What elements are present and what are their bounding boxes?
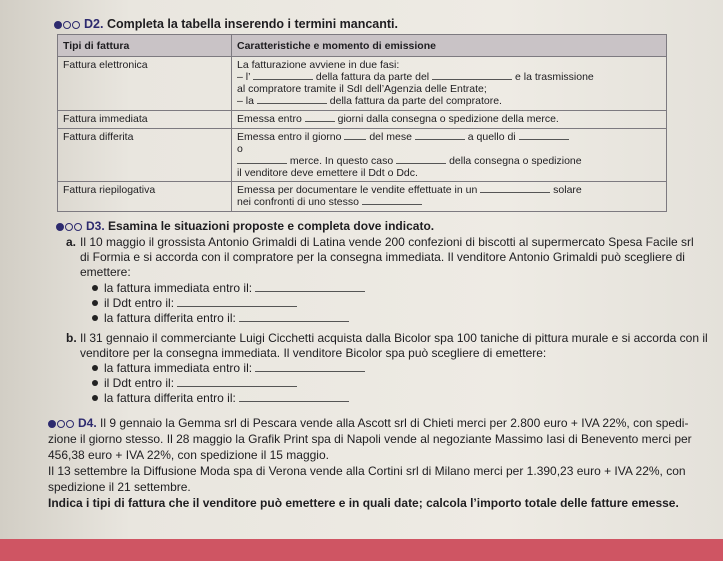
description-cell: [232, 57, 667, 111]
header-characteristics: Caratteristiche e momento di emissione: [232, 35, 667, 57]
fill-blank[interactable]: [177, 386, 297, 387]
text-line: Il 13 settembre la Diffusione Moda spa di Verona vende alla Cortini srl di Milano merci per 1.390,23 euro + IVA 22%, con: [48, 464, 686, 478]
text-line: 456,38 euro + IVA 22%, con spedizione il 15 maggio.: [48, 448, 329, 462]
list-item: il Ddt entro il:: [104, 296, 297, 310]
exercise-title: Completa la tabella inserendo i termini mancanti.: [106, 17, 398, 31]
difficulty-dots-icon: [48, 417, 75, 432]
fill-blank[interactable]: [396, 163, 446, 164]
exercise-number: D2.: [84, 17, 104, 31]
item-label-a: a.: [66, 235, 77, 249]
description-cell: Emessa entro giorni dalla consegna o spedizione della merce.: [232, 111, 667, 129]
text-line: Emessa entro il giorno del mese a quello di: [237, 131, 661, 143]
fill-blank[interactable]: [432, 79, 512, 80]
text-line: il venditore deve emettere il Ddt o Ddc.: [237, 167, 418, 179]
fill-blank[interactable]: [177, 306, 297, 307]
text-line: Emessa per documentare le vendite effettuate in un solare: [237, 184, 582, 196]
text-line: nei confronti di uno stesso: [237, 196, 661, 208]
text-line: o: [237, 143, 243, 155]
type-cell: Fattura elettronica: [58, 57, 232, 111]
table-row: [58, 57, 667, 111]
table-header-row: [58, 35, 667, 57]
fill-blank[interactable]: [239, 401, 349, 402]
text-line: merce. In questo caso della consegna o spedizione: [237, 155, 661, 167]
text-line: venditore per la consegna immediata. Il venditore Bicolor spa può scegliere di emettere:: [80, 346, 547, 360]
description-cell: [232, 182, 667, 212]
exercise-title: Esamina le situazioni proposte e completa dove indicato.: [108, 219, 435, 233]
text-line: La fatturazione avviene in due fasi:: [237, 59, 400, 71]
text-line: zione il giorno stesso. Il 28 maggio la Grafik Print spa di Napoli vende al negoziante Massimo Iasi di Benevento merci per: [48, 432, 692, 446]
text-line: emettere:: [80, 265, 131, 279]
list-item: la fattura immediata entro il:: [104, 361, 365, 375]
text-line: di Formia e si accorda con il compratore per la consegna immediata. Il venditore Antonio Grimaldi può scegliere di: [80, 250, 685, 264]
fill-blank[interactable]: [257, 103, 327, 104]
fill-blank[interactable]: [344, 139, 366, 140]
page-bottom-band: [0, 539, 723, 561]
type-cell: Fattura immediata: [58, 111, 232, 129]
fill-blank[interactable]: [253, 79, 313, 80]
list-item: la fattura immediata entro il:: [104, 281, 365, 295]
instruction-line: Indica i tipi di fattura che il venditore può emettere e in quali date; calcola l’importo totale delle fatture emesse.: [48, 496, 679, 510]
fill-blank[interactable]: [305, 121, 335, 122]
text-line: – l’ della fattura da parte del e la trasmissione: [237, 71, 594, 83]
table-row: [58, 111, 667, 129]
difficulty-dots-icon: [54, 18, 81, 32]
text-line: al compratore tramite il SdI dell’Agenzia delle Entrate;: [237, 83, 487, 95]
type-cell: Fattura differita: [58, 129, 232, 182]
exercise-d4-line: [48, 416, 688, 431]
fill-blank[interactable]: [480, 192, 550, 193]
text-line: – la della fattura da parte del compratore.: [237, 95, 502, 107]
difficulty-dots-icon: [56, 220, 83, 234]
fill-blank[interactable]: [239, 321, 349, 322]
header-invoice-types: Tipi di fattura: [58, 35, 232, 57]
invoice-types-table: [57, 34, 667, 212]
table-row: [58, 182, 667, 212]
item-label-b: b.: [66, 331, 77, 345]
list-item: la fattura differita entro il:: [104, 391, 349, 405]
text-line: spedizione il 21 settembre.: [48, 480, 191, 494]
fill-blank[interactable]: [362, 204, 422, 205]
type-cell: Fattura riepilogativa: [58, 182, 232, 212]
fill-blank[interactable]: [415, 139, 465, 140]
list-item: il Ddt entro il:: [104, 376, 297, 390]
description-cell: [232, 129, 667, 182]
text-line: Il 9 gennaio la Gemma srl di Pescara vende alla Ascott srl di Chieti merci per 2.800 euro + IVA 22%, con spedi-: [100, 416, 689, 430]
exercise-number: D3.: [86, 219, 105, 233]
list-item: la fattura differita entro il:: [104, 311, 349, 325]
fill-blank[interactable]: [519, 139, 569, 140]
fill-blank[interactable]: [255, 371, 365, 372]
fill-blank[interactable]: [237, 163, 287, 164]
fill-blank[interactable]: [255, 291, 365, 292]
text-line: Il 10 maggio il grossista Antonio Grimaldi di Latina vende 200 confezioni di biscotti al supermercato Spesa Facile srl: [80, 235, 694, 249]
exercise-d2-heading: [54, 17, 398, 32]
exercise-number: D4.: [78, 416, 97, 430]
text-line: Il 31 gennaio il commerciante Luigi Cicchetti acquista dalla Bicolor spa 100 taniche di pittura murale e si accorda con il: [80, 331, 708, 345]
exercise-d3-heading: [56, 219, 434, 234]
table-row: [58, 129, 667, 182]
